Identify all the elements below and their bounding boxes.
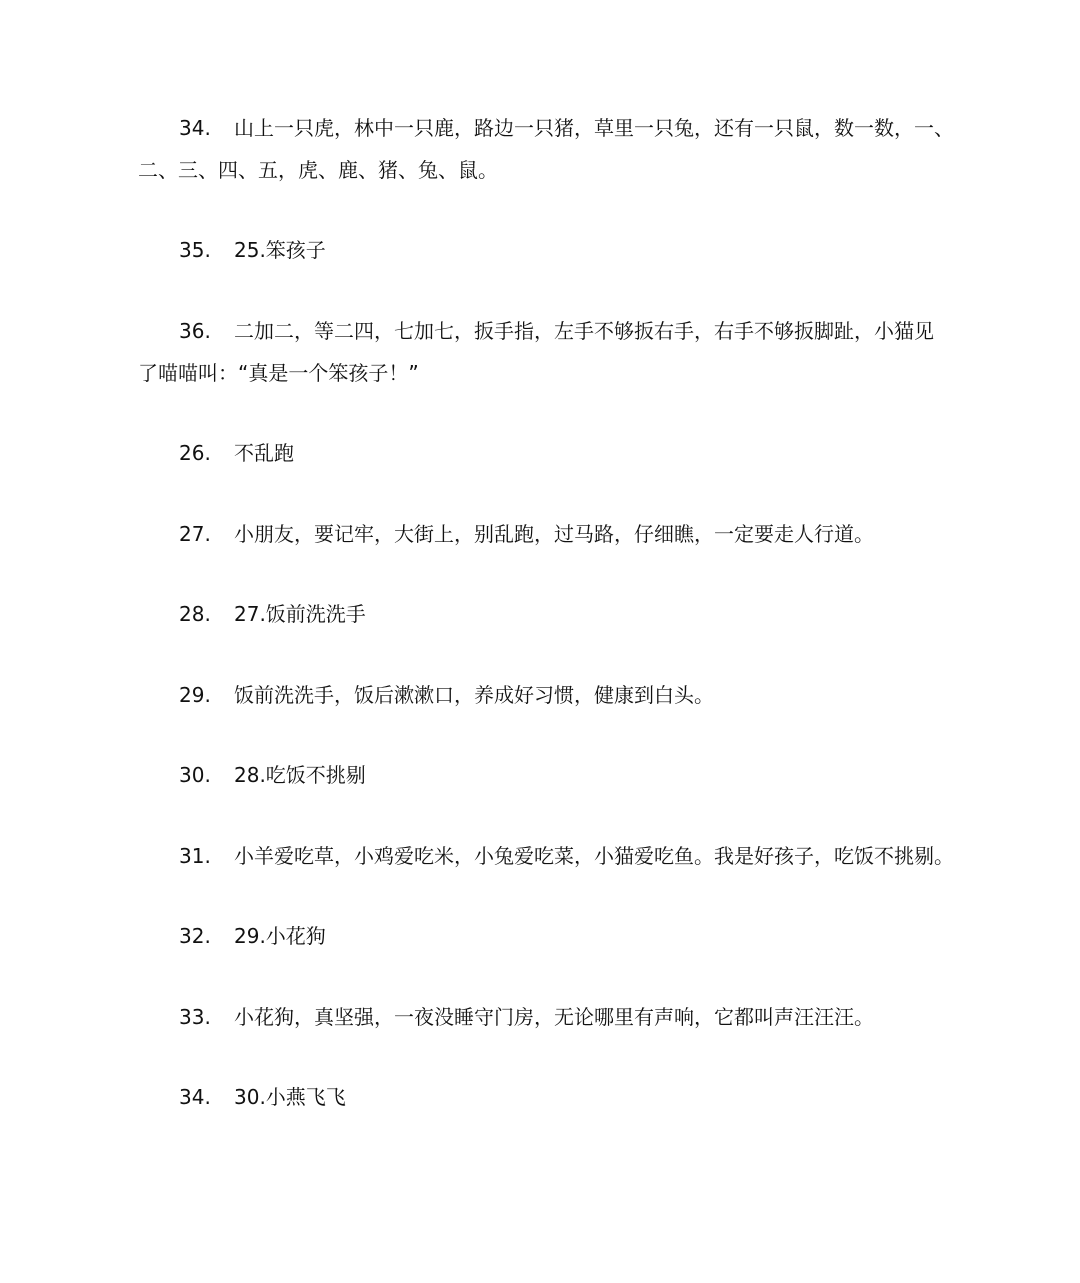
item-number: 33. — [179, 1005, 211, 1029]
item-number: 35. — [179, 238, 211, 262]
item-heading: 27.饭前洗洗手 — [234, 602, 366, 626]
item-number: 36. — [179, 319, 211, 343]
item-number: 31. — [179, 844, 211, 868]
item-number: 34. — [179, 116, 211, 140]
item-number: 32. — [179, 924, 211, 948]
item-number: 28. — [179, 602, 211, 626]
list-item — [138, 310, 950, 394]
item-text-continuation: 二、三、四、五，虎、鹿、猪、兔、鼠。 — [138, 158, 498, 182]
item-text: 饭前洗洗手，饭后漱漱口，养成好习惯，健康到白头。 — [234, 683, 714, 707]
list-item — [138, 513, 950, 555]
item-heading: 25.笨孩子 — [234, 238, 326, 262]
list-item — [138, 432, 950, 474]
item-text: 小花狗，真坚强，一夜没睡守门房，无论哪里有声响，它都叫声汪汪汪。 — [234, 1005, 874, 1029]
list-item — [138, 1076, 950, 1118]
item-number: 29. — [179, 683, 211, 707]
list-item — [138, 835, 954, 877]
list-item — [138, 754, 950, 796]
item-number: 26. — [179, 441, 211, 465]
item-text: 山上一只虎，林中一只鹿，路边一只猪，草里一只兔，还有一只鼠，数一数，一、 — [234, 116, 954, 140]
item-heading: 30.小燕飞飞 — [234, 1085, 346, 1109]
list-item — [138, 674, 950, 716]
item-heading: 不乱跑 — [234, 441, 294, 465]
list-item — [138, 593, 950, 635]
item-heading: 28.吃饭不挑剔 — [234, 763, 366, 787]
item-heading: 29.小花狗 — [234, 924, 326, 948]
item-number: 27. — [179, 522, 211, 546]
list-item — [138, 915, 950, 957]
item-number: 30. — [179, 763, 211, 787]
list-item — [138, 107, 954, 191]
item-text: 小朋友，要记牢，大街上，别乱跑，过马路，仔细瞧，一定要走人行道。 — [234, 522, 874, 546]
item-text-continuation: 了喵喵叫：“真是一个笨孩子！” — [138, 361, 419, 385]
list-item — [138, 229, 950, 271]
list-item — [138, 996, 950, 1038]
item-text: 小羊爱吃草，小鸡爱吃米，小兔爱吃菜，小猫爱吃鱼。我是好孩子，吃饭不挑剔。 — [234, 844, 954, 868]
item-number: 34. — [179, 1085, 211, 1109]
item-text: 二加二，等二四，七加七，扳手指，左手不够扳右手，右手不够扳脚趾，小猫见 — [234, 319, 934, 343]
